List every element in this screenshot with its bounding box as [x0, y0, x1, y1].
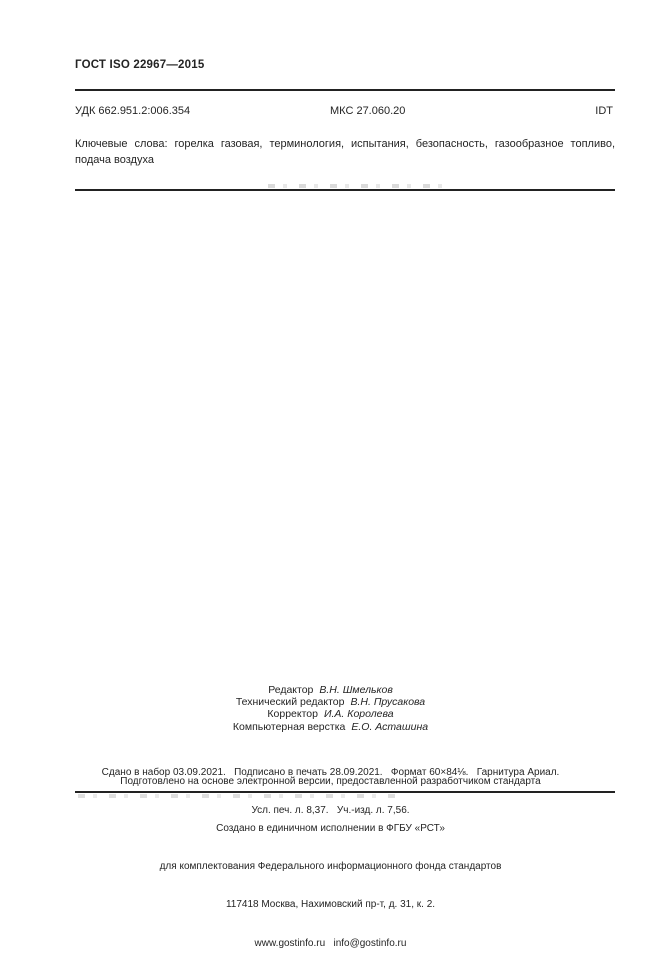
- staff-name: В.Н. Прусакова: [350, 696, 426, 709]
- classification-row: [75, 105, 615, 120]
- idt-label: IDT: [595, 105, 613, 117]
- publisher-contacts: www.gostinfo.ru info@gostinfo.ru: [254, 937, 407, 949]
- top-rule: [75, 89, 615, 91]
- scan-artifact: [268, 184, 443, 188]
- staff-name: Е.О. Асташина: [351, 720, 429, 733]
- staff-role: Редактор: [268, 684, 314, 696]
- staff-role: Корректор: [267, 708, 318, 721]
- staff-role: Технический редактор: [235, 696, 345, 709]
- staff-name: И.А. Королева: [323, 708, 394, 721]
- publisher-block: [0, 797, 661, 976]
- staff-line-tech-editor: [0, 696, 661, 708]
- staff-block: [0, 684, 661, 733]
- staff-line-proofreader: [0, 708, 661, 720]
- mks-code: МКС 27.060.20: [330, 105, 406, 117]
- keywords-paragraph: Ключевые слова: горелка газовая, терминология, испытания, безопасность, газообразное топливо, подача воздуха: [75, 138, 615, 166]
- publisher-address: 117418 Москва, Нахимовский пр-т, д. 31, к. 2.: [225, 899, 436, 911]
- bottom-rule: [75, 791, 615, 793]
- staff-line-layout: [0, 721, 661, 733]
- print-info-line2: Усл. печ. л. 8,37. Уч.-изд. л. 7,56.: [251, 804, 410, 816]
- udk-code: УДК 662.951.2:006.354: [75, 105, 191, 117]
- publisher-line1: Создано в единичном исполнении в ФГБУ «РСТ»: [216, 822, 445, 834]
- staff-line-editor: [0, 684, 661, 696]
- doc-code: ГОСТ ISO 22967—2015: [75, 59, 205, 71]
- staff-name: В.Н. Шмельков: [319, 684, 393, 696]
- middle-rule: [75, 189, 615, 191]
- publisher-line2: для комплектования Федерального информационного фонда стандартов: [159, 860, 502, 872]
- print-info-line1: Сдано в набор 03.09.2021. Подписано в печать 28.09.2021. Формат 60×84⅛. Гарнитура Ариал.: [101, 767, 560, 778]
- staff-role: Компьютерная верстка: [232, 720, 346, 733]
- prepared-note: Подготовлено на основе электронной версии, предоставленной разработчиком стандарта: [120, 776, 541, 787]
